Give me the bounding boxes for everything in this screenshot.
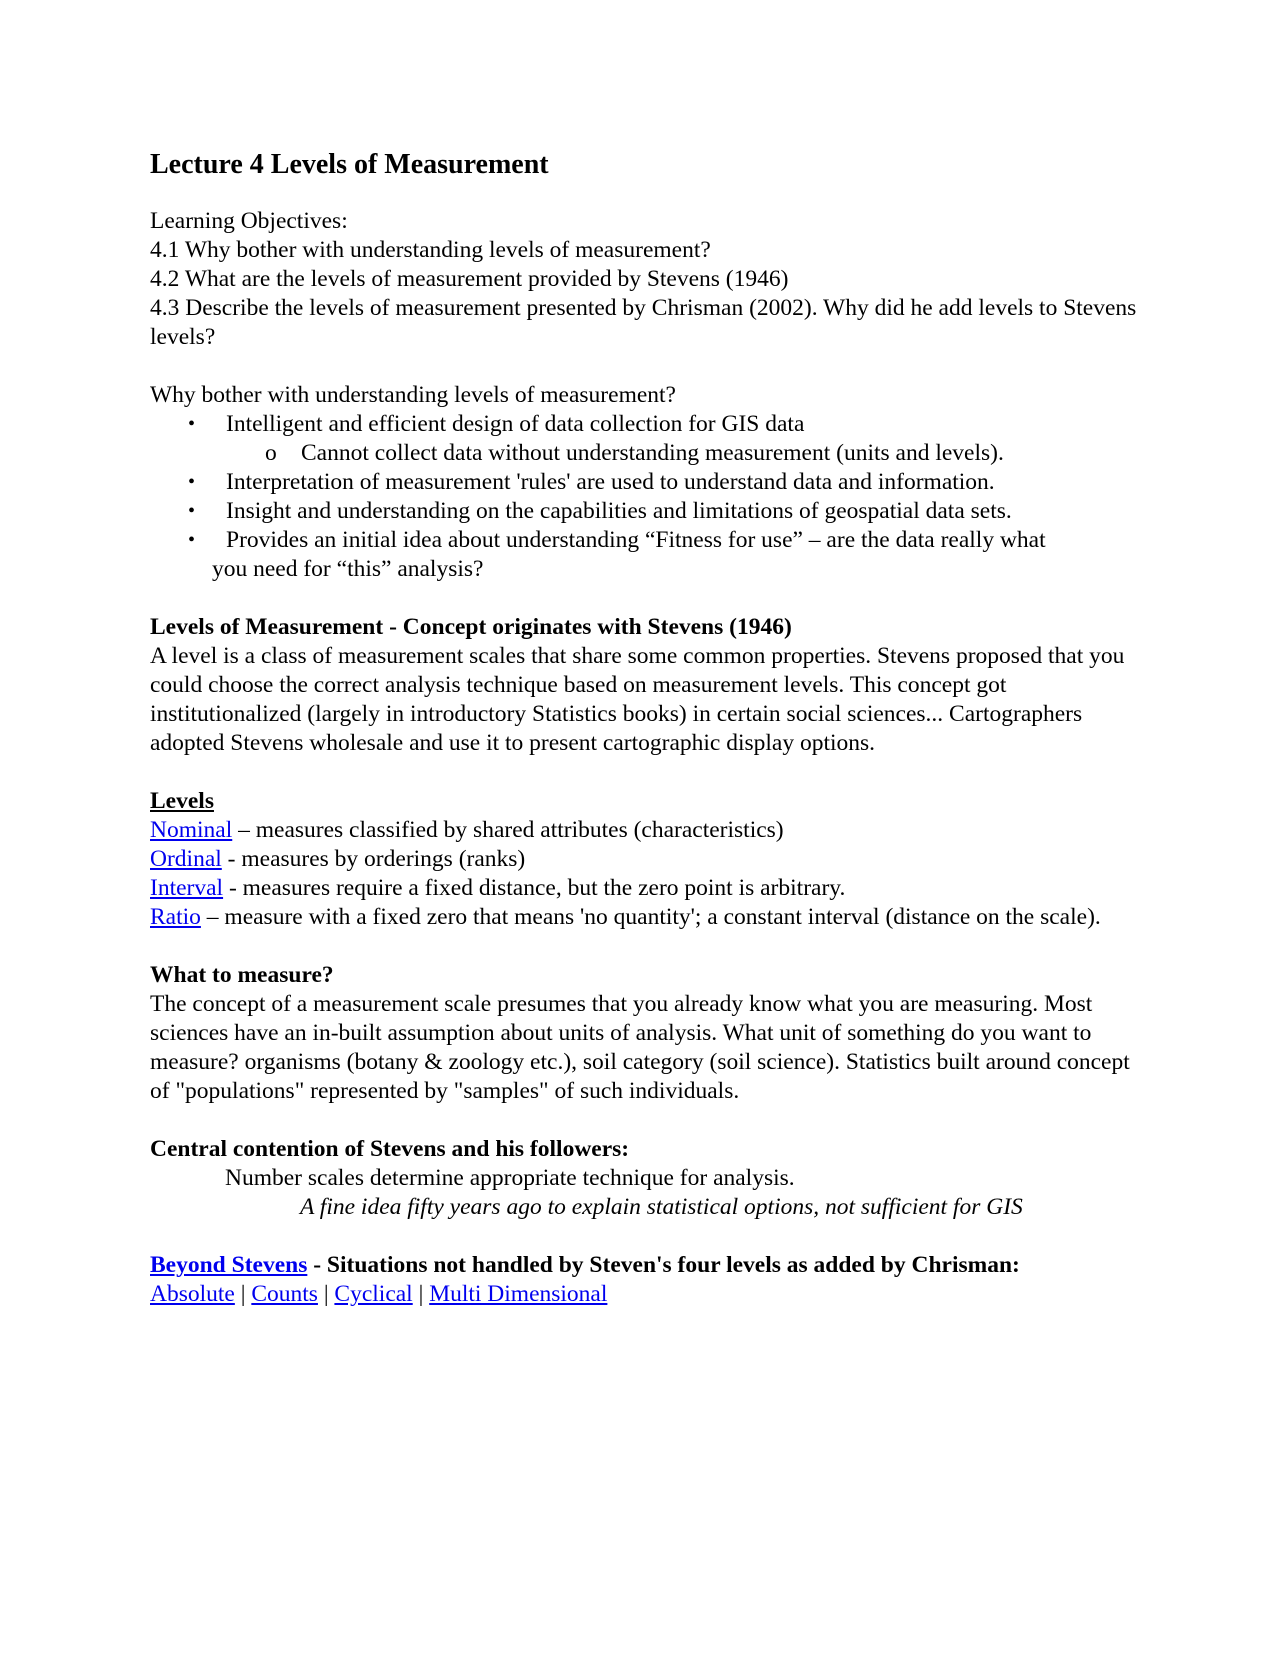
- concept-body: A level is a class of measurement scales that share some common properties. Stevens proposed that you could choose the correct analysis technique based on measurement levels. This concept got institutionalized (largely in introductory Statistics books) in certain social sciences... Cartographers adopted Stevens wholesale and use it to present cartographic display options.: [150, 643, 1125, 756]
- level-description: - measures require a fixed distance, but the zero point is arbitrary.: [223, 875, 846, 901]
- why-heading: Why bother with understanding levels of measurement?: [150, 382, 676, 408]
- bullet-text: Interpretation of measurement 'rules' are used to understand data and information.: [226, 469, 995, 495]
- interval-link[interactable]: Interval: [150, 875, 224, 901]
- objective-item: 4.2 What are the levels of measurement provided by Stevens (1946): [150, 266, 789, 292]
- why-bullet-list: [150, 410, 1140, 439]
- list-item: [150, 468, 1140, 497]
- level-description: - measures by orderings (ranks): [221, 846, 526, 872]
- bullet-icon: •: [188, 471, 196, 493]
- sub-bullet-text: Cannot collect data without understanding measurement (units and levels).: [301, 440, 1004, 466]
- bullet-text: Provides an initial idea about understanding “Fitness for use” – are the data really what: [226, 527, 1046, 553]
- objective-item: 4.1 Why bother with understanding levels of measurement?: [150, 237, 711, 263]
- level-ratio: [150, 903, 1140, 932]
- central-heading: Central contention of Stevens and his followers:: [150, 1136, 630, 1162]
- list-item: [150, 497, 1140, 526]
- central-line: Number scales determine appropriate technique for analysis.: [225, 1165, 795, 1191]
- ratio-link[interactable]: Ratio: [150, 904, 201, 930]
- levels-heading: Levels: [150, 788, 214, 814]
- ordinal-link[interactable]: Ordinal: [150, 846, 222, 872]
- beyond-heading: [150, 1251, 1140, 1280]
- document-page: [150, 148, 1140, 1309]
- list-item: [150, 410, 1140, 439]
- link-separator: |: [317, 1281, 335, 1307]
- what-heading: What to measure?: [150, 962, 334, 988]
- level-interval: [150, 874, 1140, 903]
- link-separator: |: [412, 1281, 430, 1307]
- bullet-icon: •: [188, 500, 196, 522]
- bullet-text-continuation: you need for “this” analysis?: [212, 556, 484, 582]
- objectives-heading: Learning Objectives:: [150, 208, 348, 234]
- bullet-text: Intelligent and efficient design of data collection for GIS data: [226, 411, 805, 437]
- multi-dimensional-link[interactable]: Multi Dimensional: [429, 1281, 608, 1307]
- bullet-icon: •: [188, 413, 196, 435]
- bullet-icon: •: [188, 529, 196, 551]
- what-body: The concept of a measurement scale presumes that you already know what you are measuring. Most sciences have an in-built assumption about units of analysis. What unit of something do you want to measure? organisms (botany & zoology etc.), soil category (soil science). Statistics built around concept of "populations" represented by "samples" of such individuals.: [150, 991, 1130, 1104]
- page-title: Lecture 4 Levels of Measurement: [150, 149, 549, 180]
- bullet-text: Insight and understanding on the capabilities and limitations of geospatial data sets.: [226, 498, 1012, 524]
- central-italic-line: A fine idea fifty years ago to explain statistical options, not sufficient for GIS: [300, 1194, 1023, 1220]
- concept-heading: Levels of Measurement - Concept originates with Stevens (1946): [150, 614, 792, 640]
- level-ordinal: [150, 845, 1140, 874]
- chrisman-links: [150, 1280, 1140, 1309]
- level-description: – measures classified by shared attributes (characteristics): [232, 817, 784, 843]
- absolute-link[interactable]: Absolute: [150, 1281, 235, 1307]
- objective-item: 4.3 Describe the levels of measurement presented by Chrisman (2002). Why did he add levels to Stevens levels?: [150, 295, 1137, 350]
- why-bullet-list-continued: [150, 468, 1140, 584]
- nominal-link[interactable]: Nominal: [150, 817, 233, 843]
- sub-list-item: [150, 439, 1140, 468]
- beyond-stevens-link[interactable]: Beyond Stevens: [150, 1252, 308, 1278]
- beyond-heading-text: - Situations not handled by Steven's four levels as added by Chrisman:: [307, 1252, 1020, 1278]
- circle-bullet-icon: o: [265, 440, 277, 466]
- counts-link[interactable]: Counts: [251, 1281, 318, 1307]
- level-nominal: [150, 816, 1140, 845]
- cyclical-link[interactable]: Cyclical: [334, 1281, 413, 1307]
- list-item: [150, 526, 1140, 584]
- level-description: – measure with a fixed zero that means 'no quantity'; a constant interval (distance on the scale).: [200, 904, 1101, 930]
- link-separator: |: [234, 1281, 252, 1307]
